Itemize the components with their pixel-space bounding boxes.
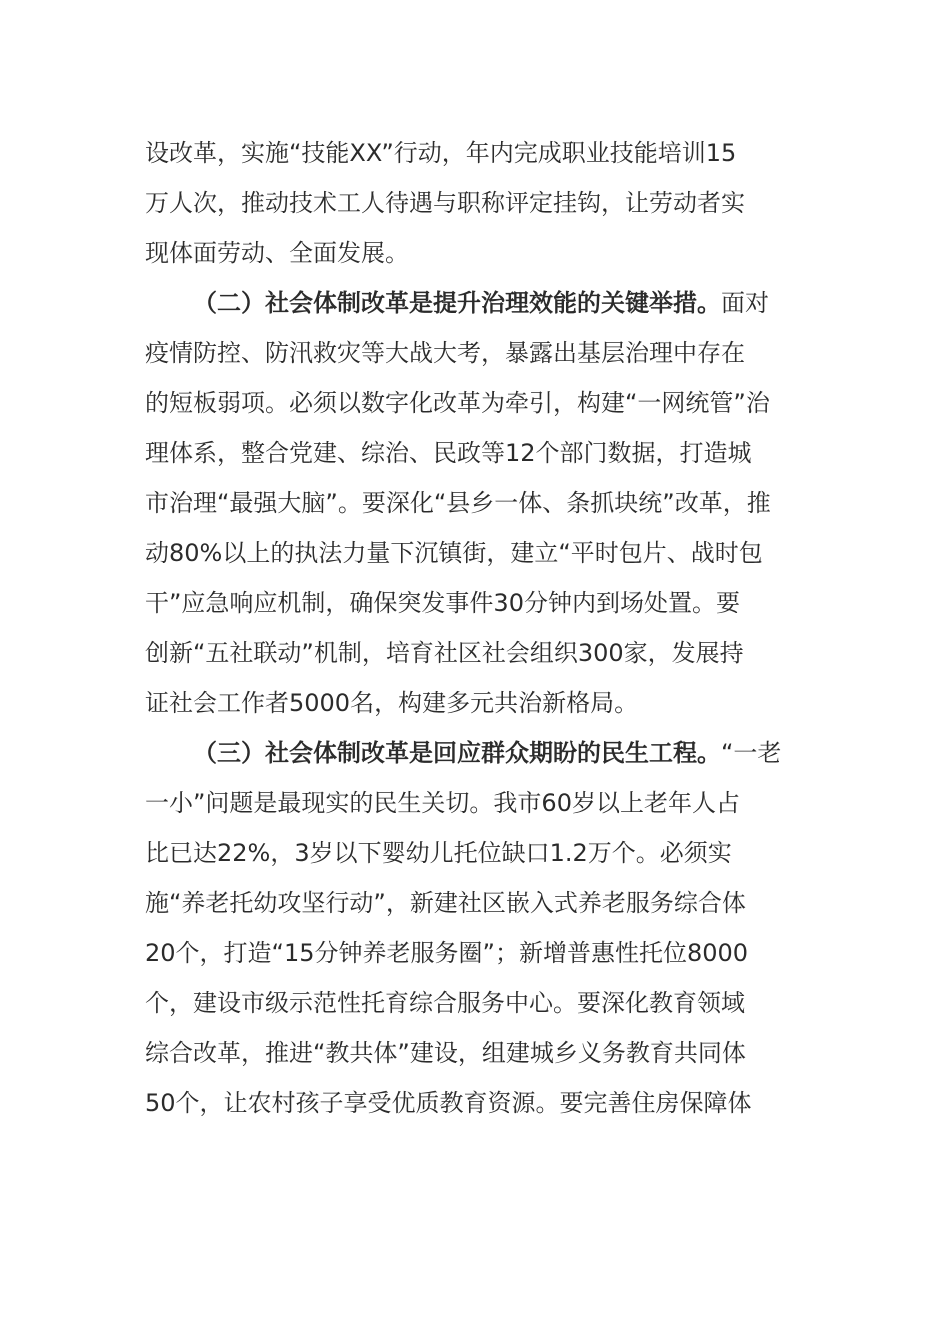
section-heading-line	[145, 278, 805, 328]
text-line: 现体面劳动、全面发展。	[145, 239, 409, 267]
section-heading: （三）社会体制改革是回应群众期盼的民生工程。	[193, 739, 721, 767]
text-line: 综合改革，推进“教共体”建设，组建城乡义务教育共同体	[145, 1039, 746, 1067]
text-line: 比已达22%，3岁以下婴幼儿托位缺口1.2万个。必须实	[145, 839, 732, 867]
text-line: 个，建设市级示范性托育综合服务中心。要深化教育领域	[145, 989, 745, 1017]
text-run: 面对	[721, 289, 769, 317]
text-line: 证社会工作者5000名，构建多元共治新格局。	[145, 689, 639, 717]
section-heading-line	[145, 728, 805, 778]
text-line: 动80%以上的执法力量下沉镇街，建立“平时包片、战时包	[145, 539, 763, 567]
text-line: 一小”问题是最现实的民生关切。我市60岁以上老年人占	[145, 789, 740, 817]
text-line: 市治理“最强大脑”。要深化“县乡一体、条抓块统”改革，推	[145, 489, 771, 517]
text-line: 设改革，实施“技能XX”行动，年内完成职业技能培训15	[145, 139, 737, 167]
text-line: 万人次，推动技术工人待遇与职称评定挂钩，让劳动者实	[145, 189, 745, 217]
text-line: 20个，打造“15分钟养老服务圈”；新增普惠性托位8000	[145, 939, 749, 967]
text-line: 施“养老托幼攻坚行动”，新建社区嵌入式养老服务综合体	[145, 889, 746, 917]
section-heading: （二）社会体制改革是提升治理效能的关键举措。	[193, 289, 721, 317]
text-line: 疫情防控、防汛救灾等大战大考，暴露出基层治理中存在	[145, 339, 745, 367]
body-text	[145, 128, 805, 1128]
text-line: 创新“五社联动”机制，培育社区社会组织300家，发展持	[145, 639, 744, 667]
text-line: 干”应急响应机制，确保突发事件30分钟内到场处置。要	[145, 589, 740, 617]
text-run: “一老	[721, 739, 782, 767]
text-line: 50个，让农村孩子享受优质教育资源。要完善住房保障体	[145, 1089, 752, 1117]
text-line: 的短板弱项。必须以数字化改革为牵引，构建“一网统管”治	[145, 389, 770, 417]
text-line: 理体系，整合党建、综治、民政等12个部门数据，打造城	[145, 439, 752, 467]
